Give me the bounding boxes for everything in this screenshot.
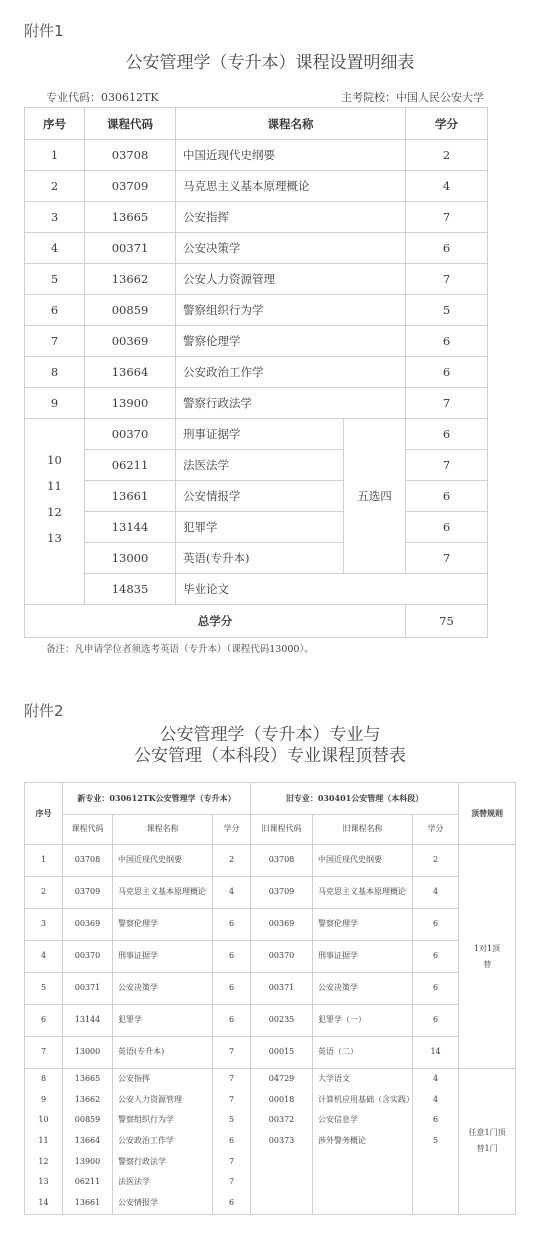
group2-old-credit: 5 <box>433 1136 439 1146</box>
row-old-code: 03709 <box>251 877 313 909</box>
group2-credit: 7 <box>228 1094 235 1104</box>
elective-row <box>25 450 488 481</box>
row-code: 13662 <box>85 264 176 295</box>
group2-credit: 6 <box>228 1198 235 1208</box>
row-credit: 6 <box>213 973 251 1005</box>
header-name: 课程名称 <box>113 815 213 845</box>
group2-no: 10 <box>38 1115 49 1125</box>
group2-no: 14 <box>38 1198 49 1208</box>
row-credit: 6 <box>406 357 488 388</box>
group2-old-code: 04729 <box>268 1074 295 1083</box>
row-old-name: 英语（二） <box>313 1037 413 1069</box>
group2-credit: 6 <box>228 1136 235 1146</box>
group2-old-name: 涉外警务概论 <box>318 1136 367 1146</box>
elective-row <box>25 481 488 512</box>
table-row <box>25 1037 516 1069</box>
table-row <box>25 326 488 357</box>
elective-row <box>25 543 488 574</box>
table-row <box>25 264 488 295</box>
total-value: 75 <box>406 605 488 638</box>
group2-name: 公安政治工作学 <box>118 1136 174 1146</box>
row-code: 06211 <box>85 450 176 481</box>
table-row <box>25 140 488 171</box>
table-row <box>25 295 488 326</box>
group2-no: 8 <box>40 1074 47 1083</box>
row-name: 犯罪学 <box>176 512 344 543</box>
group-header-row <box>25 783 516 815</box>
row-code: 03708 <box>63 845 113 877</box>
attachment2-title-line1: 公安管理学（专升本）专业与 <box>159 725 381 745</box>
row-name: 英语(专升本) <box>113 1037 213 1069</box>
row-no: 7 <box>25 326 85 357</box>
row-name: 刑事证据学 <box>176 419 344 450</box>
header-code: 课程代码 <box>85 108 176 140</box>
rule-text: 任意1门顶替1门 <box>468 1128 506 1154</box>
major-code: 专业代码：030612TK <box>46 91 159 104</box>
row-name: 公安情报学 <box>176 481 344 512</box>
group2-old-credit: 4 <box>433 1094 439 1104</box>
group2-names <box>113 1069 213 1215</box>
group2-old-name: 公安信息学 <box>318 1115 359 1125</box>
row-credit: 6 <box>406 512 488 543</box>
row-name: 毕业论文 <box>176 574 488 605</box>
group2-credit: 7 <box>228 1177 235 1187</box>
group2-old-code: 00372 <box>268 1115 295 1125</box>
row-code: 03709 <box>63 877 113 909</box>
group2-credit: 5 <box>228 1115 235 1125</box>
group2-old-code: 00373 <box>268 1136 295 1146</box>
row-old-credit: 6 <box>413 1005 459 1037</box>
attachment1-label: 附件1 <box>24 22 64 40</box>
row-no: 5 <box>25 973 63 1005</box>
group2-credits <box>213 1069 251 1215</box>
rule-text: 1对1顶替 <box>473 943 501 969</box>
attachment1-note: 备注：凡申请学位者须选考英语（专升本）（课程代码13000）。 <box>46 644 314 655</box>
rule-header: 顶替规则 <box>459 783 516 845</box>
elective-number: 12 <box>47 505 62 519</box>
row-code: 13665 <box>85 202 176 233</box>
group2-credit: 7 <box>228 1074 235 1083</box>
row-old-code: 03708 <box>251 845 313 877</box>
group2-name: 公安人力资源管理 <box>118 1094 182 1104</box>
elective-number: 13 <box>47 531 62 545</box>
row-code: 00859 <box>85 295 176 326</box>
row-name: 马克思主义基本原理概论 <box>176 171 406 202</box>
group2-code: 13662 <box>74 1094 101 1104</box>
row-no: 5 <box>25 264 85 295</box>
row-name: 警察组织行为学 <box>176 295 406 326</box>
elective-number: 10 <box>47 453 62 467</box>
row-code: 13144 <box>63 1005 113 1037</box>
row-name: 警察伦理学 <box>113 909 213 941</box>
header-old-code: 旧课程代码 <box>251 815 313 845</box>
header-credit: 学分 <box>406 108 488 140</box>
group2-code: 13664 <box>74 1136 101 1146</box>
attachment2-title-line2: 公安管理（本科段）专业课程顶替表 <box>134 746 406 766</box>
row-code: 03709 <box>85 171 176 202</box>
table-row <box>25 973 516 1005</box>
elective-rule: 五选四 <box>344 419 406 574</box>
table-row <box>25 1005 516 1037</box>
row-credit: 6 <box>406 481 488 512</box>
row-no: 3 <box>25 202 85 233</box>
row-code: 14835 <box>85 574 176 605</box>
table-row <box>25 845 516 877</box>
row-code: 00370 <box>63 941 113 973</box>
row-old-code: 00369 <box>251 909 313 941</box>
attachment1-title: 公安管理学（专升本）课程设置明细表 <box>125 53 415 73</box>
row-name: 公安政治工作学 <box>176 357 406 388</box>
group2-old-names <box>313 1069 413 1215</box>
row-name: 公安决策学 <box>176 233 406 264</box>
table-row <box>25 233 488 264</box>
row-no: 7 <box>25 1037 63 1069</box>
row-code: 13144 <box>85 512 176 543</box>
table-row <box>25 909 516 941</box>
group2-code: 13661 <box>74 1198 101 1208</box>
row-credit: 6 <box>406 233 488 264</box>
exam-school: 主考院校：中国人民公安大学 <box>341 91 484 104</box>
row-code: 13661 <box>85 481 176 512</box>
row-code: 00369 <box>85 326 176 357</box>
row-old-name: 刑事证据学 <box>313 941 413 973</box>
row-name: 中国近现代史纲要 <box>113 845 213 877</box>
row-code: 00371 <box>85 233 176 264</box>
group2-code: 13900 <box>74 1156 101 1166</box>
row-name: 警察伦理学 <box>176 326 406 357</box>
row-code: 03708 <box>85 140 176 171</box>
row-old-name: 中国近现代史纲要 <box>313 845 413 877</box>
group2-codes <box>63 1069 113 1215</box>
rule-one-to-one <box>459 845 516 1069</box>
total-label: 总学分 <box>25 605 406 638</box>
old-major-header: 旧专业：030401公安管理（本科段） <box>251 783 459 815</box>
row-credit: 7 <box>213 1037 251 1069</box>
header-no: 序号 <box>25 108 85 140</box>
row-old-code: 00371 <box>251 973 313 1005</box>
group2-old-name: 大学语文 <box>318 1074 351 1083</box>
group2-old-credit: 4 <box>433 1074 439 1083</box>
header-credit: 学分 <box>213 815 251 845</box>
group2-credit: 7 <box>228 1156 235 1166</box>
row-no: 4 <box>25 941 63 973</box>
attachment2-label: 附件2 <box>24 702 64 720</box>
group2-name: 警察组织行为学 <box>118 1115 174 1125</box>
total-row <box>25 605 488 638</box>
row-name: 中国近现代史纲要 <box>176 140 406 171</box>
elective-numbers <box>25 419 85 605</box>
row-name: 刑事证据学 <box>113 941 213 973</box>
row-old-credit: 4 <box>413 877 459 909</box>
row-code: 13000 <box>63 1037 113 1069</box>
table-row <box>25 877 516 909</box>
row-no: 1 <box>25 845 63 877</box>
table-row <box>25 941 516 973</box>
table-row <box>25 357 488 388</box>
rule-any-one <box>459 1069 516 1215</box>
row-name: 公安指挥 <box>176 202 406 233</box>
group2-no: 13 <box>38 1177 49 1187</box>
group2-no: 11 <box>38 1136 49 1146</box>
header-old-credit: 学分 <box>413 815 459 845</box>
row-credit: 7 <box>406 264 488 295</box>
thesis-row <box>25 574 488 605</box>
row-old-name: 公安决策学 <box>313 973 413 1005</box>
row-code: 13664 <box>85 357 176 388</box>
row-name: 犯罪学 <box>113 1005 213 1037</box>
row-code: 00370 <box>85 419 176 450</box>
row-no: 4 <box>25 233 85 264</box>
row-no: 2 <box>25 171 85 202</box>
row-code: 00369 <box>63 909 113 941</box>
group2-old-name: 计算机应用基础（含实践） <box>318 1094 415 1104</box>
row-name: 马克思主义基本原理概论 <box>113 877 213 909</box>
row-no: 8 <box>25 357 85 388</box>
row-no: 1 <box>25 140 85 171</box>
table-row <box>25 202 488 233</box>
row-old-credit: 6 <box>413 941 459 973</box>
group2-row <box>25 1069 516 1215</box>
group2-code: 06211 <box>74 1177 101 1187</box>
row-credit: 2 <box>406 140 488 171</box>
group2-code: 13665 <box>74 1074 101 1083</box>
row-no: 3 <box>25 909 63 941</box>
group2-old-credit: 6 <box>433 1115 439 1125</box>
row-credit: 6 <box>213 1005 251 1037</box>
table-row <box>25 388 488 419</box>
row-code: 13000 <box>85 543 176 574</box>
group2-name: 警察行政法学 <box>118 1156 166 1166</box>
table-header-row <box>25 108 488 140</box>
substitution-table <box>24 782 516 1215</box>
row-old-name: 马克思主义基本原理概论 <box>313 877 413 909</box>
row-old-credit: 6 <box>413 909 459 941</box>
row-credit: 6 <box>406 326 488 357</box>
row-credit: 7 <box>406 450 488 481</box>
row-no: 6 <box>25 295 85 326</box>
row-credit: 7 <box>406 202 488 233</box>
row-no: 2 <box>25 877 63 909</box>
row-credit: 2 <box>213 845 251 877</box>
elective-row <box>25 512 488 543</box>
group2-name: 法医法学 <box>118 1177 150 1187</box>
row-name: 公安人力资源管理 <box>176 264 406 295</box>
row-old-credit: 14 <box>413 1037 459 1069</box>
header-no: 序号 <box>25 783 63 845</box>
row-code: 00371 <box>63 973 113 1005</box>
sub-header-row <box>25 815 516 845</box>
row-credit: 6 <box>213 909 251 941</box>
row-credit: 4 <box>406 171 488 202</box>
row-name: 公安决策学 <box>113 973 213 1005</box>
group2-name: 公安情报学 <box>118 1198 158 1208</box>
row-credit: 4 <box>213 877 251 909</box>
row-name: 英语(专升本) <box>176 543 344 574</box>
row-credit: 7 <box>406 388 488 419</box>
new-major-header: 新专业：030612TK公安管理学（专升本） <box>63 783 251 815</box>
row-old-code: 00370 <box>251 941 313 973</box>
row-name: 警察行政法学 <box>176 388 406 419</box>
course-table <box>24 107 488 638</box>
group2-nos <box>25 1069 63 1215</box>
group2-no: 12 <box>38 1156 49 1166</box>
row-name: 法医法学 <box>176 450 344 481</box>
row-old-code: 00015 <box>251 1037 313 1069</box>
group2-old-codes <box>251 1069 313 1215</box>
elective-number: 11 <box>47 479 62 493</box>
header-name: 课程名称 <box>176 108 406 140</box>
row-old-name: 犯罪学（一） <box>313 1005 413 1037</box>
group2-code: 00859 <box>74 1115 101 1125</box>
elective-row <box>25 419 488 450</box>
row-old-credit: 6 <box>413 973 459 1005</box>
row-old-name: 警察伦理学 <box>313 909 413 941</box>
group2-no: 9 <box>40 1094 47 1104</box>
row-code: 13900 <box>85 388 176 419</box>
row-credit: 5 <box>406 295 488 326</box>
row-credit: 6 <box>213 941 251 973</box>
row-credit: 7 <box>406 543 488 574</box>
row-credit: 6 <box>406 419 488 450</box>
group2-old-code: 00018 <box>268 1094 295 1104</box>
row-old-credit: 2 <box>413 845 459 877</box>
group2-old-credits <box>413 1069 459 1215</box>
table-row <box>25 171 488 202</box>
header-old-name: 旧课程名称 <box>313 815 413 845</box>
header-code: 课程代码 <box>63 815 113 845</box>
group2-name: 公安指挥 <box>118 1074 150 1083</box>
row-old-code: 00235 <box>251 1005 313 1037</box>
row-no: 9 <box>25 388 85 419</box>
row-no: 6 <box>25 1005 63 1037</box>
